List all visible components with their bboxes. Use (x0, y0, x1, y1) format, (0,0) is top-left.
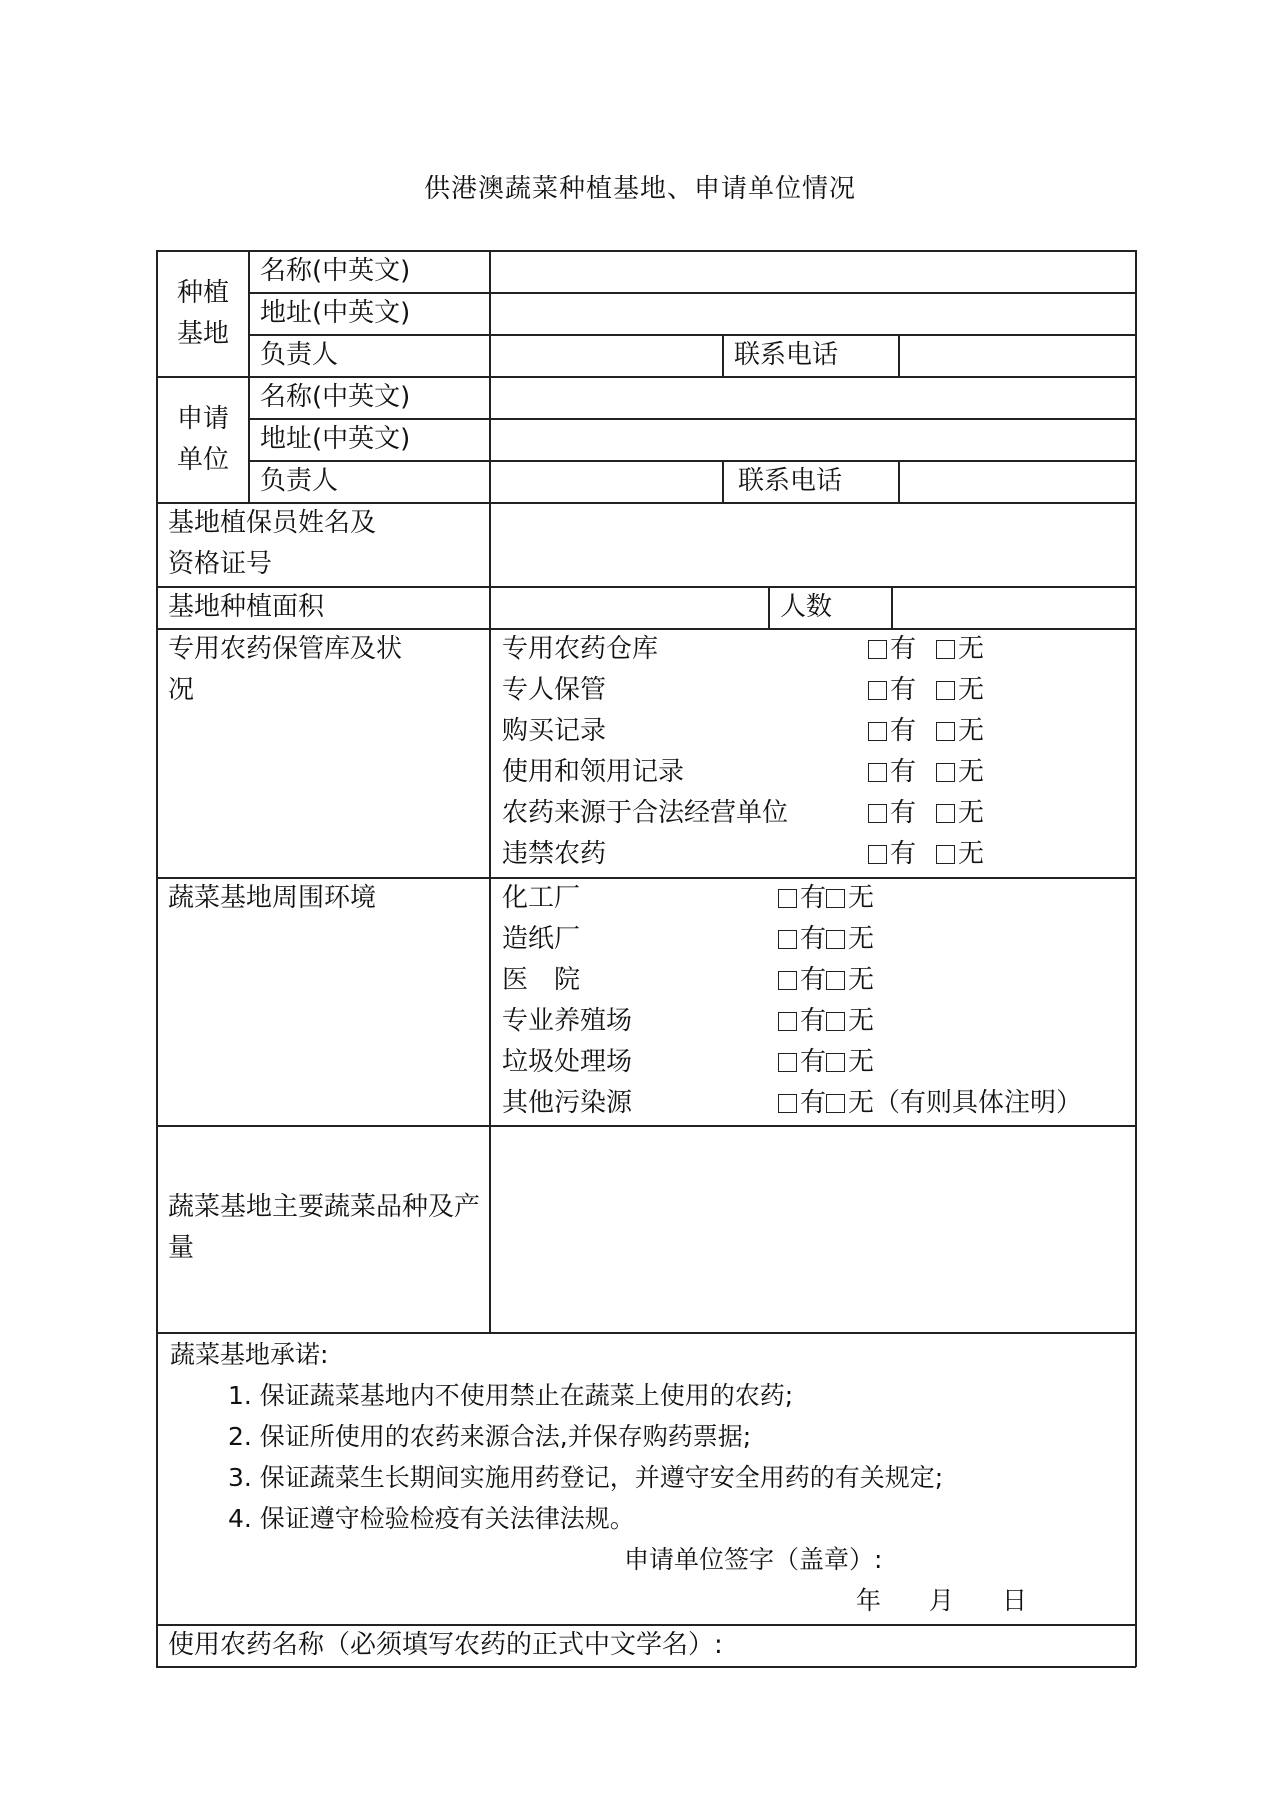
checkbox-no[interactable] (826, 1053, 845, 1072)
application-form-table (156, 250, 1136, 1667)
no-label: 无 (958, 757, 985, 787)
col-divider (248, 250, 250, 502)
no-label: 无 (958, 675, 985, 705)
yes-no-options (778, 1042, 874, 1083)
table-border-right (1135, 250, 1137, 1667)
checkbox-yes[interactable] (778, 930, 797, 949)
checkbox-yes[interactable] (778, 1053, 797, 1072)
list-item: 专用农药仓库 (502, 634, 659, 664)
base-person-field[interactable] (491, 336, 721, 376)
list-item: 造纸厂 (502, 924, 581, 954)
yes-label: 有 (890, 716, 917, 746)
yes-no-options (868, 752, 984, 793)
yes-label: 有 (800, 1088, 827, 1118)
base-person-label: 负责人 (260, 340, 339, 370)
checkbox-yes[interactable] (868, 640, 887, 659)
list-item: 化工厂 (502, 883, 581, 913)
checkbox-yes[interactable] (868, 845, 887, 864)
yes-no-options (778, 960, 874, 1001)
checkbox-no[interactable] (826, 971, 845, 990)
base-phone-field[interactable] (900, 336, 1134, 376)
applicant-person-label: 负责人 (260, 466, 339, 496)
checkbox-no[interactable] (936, 763, 955, 782)
page-title: 供港澳蔬菜种植基地、申请单位情况 (423, 174, 856, 204)
no-label: 无 (848, 883, 875, 913)
checkbox-no[interactable] (826, 930, 845, 949)
no-label: 无 (958, 716, 985, 746)
no-label: 无（有则具体注明） (848, 1088, 1083, 1118)
no-label: 无 (958, 798, 985, 828)
list-item: 违禁农药 (502, 839, 607, 869)
yes-label: 有 (800, 924, 827, 954)
applicant-name-label: 名称(中英文) (260, 382, 411, 412)
checkbox-yes[interactable] (868, 681, 887, 700)
list-item: 专人保管 (502, 675, 607, 705)
pledge-item: 4. 保证遵守检验检疫有关法律法规。 (228, 1504, 635, 1533)
no-label: 无 (958, 634, 985, 664)
applicant-phone-field[interactable] (900, 462, 1134, 502)
pesticide-storage-label: 专用农药保管库及状况 (168, 634, 403, 705)
area-label: 基地种植面积 (168, 592, 325, 622)
yes-label: 有 (890, 798, 917, 828)
list-item: 使用和领用记录 (502, 757, 685, 787)
inspector-label: 基地植保员姓名及资格证号 (168, 508, 377, 579)
pesticide-names-label: 使用农药名称（必须填写农药的正式中文学名）: (168, 1630, 723, 1660)
checkbox-yes[interactable] (778, 889, 797, 908)
base-name-field[interactable] (491, 252, 1134, 292)
checkbox-no[interactable] (936, 722, 955, 741)
base-phone-label: 联系电话 (734, 340, 839, 370)
list-item: 购买记录 (502, 716, 607, 746)
yes-no-options (868, 670, 984, 711)
checkbox-no[interactable] (826, 1012, 845, 1031)
year-label: 年 (856, 1586, 882, 1615)
yes-label: 有 (890, 675, 917, 705)
checkbox-no[interactable] (936, 681, 955, 700)
people-label: 人数 (780, 592, 833, 622)
checkbox-yes[interactable] (778, 1094, 797, 1113)
yes-no-options (778, 1001, 874, 1042)
yes-label: 有 (890, 757, 917, 787)
pledge-heading: 蔬菜基地承诺: (170, 1340, 329, 1369)
no-label: 无 (848, 1006, 875, 1036)
yes-no-options (778, 1083, 1082, 1124)
checkbox-no[interactable] (826, 889, 845, 908)
no-label: 无 (848, 1047, 875, 1077)
no-label: 无 (958, 839, 985, 869)
applicant-phone-label: 联系电话 (738, 466, 843, 496)
month-label: 月 (929, 1586, 955, 1615)
base-section-label: 种植基地 (176, 278, 229, 349)
applicant-name-field[interactable] (491, 378, 1134, 418)
yes-no-options (868, 793, 984, 834)
checkbox-yes[interactable] (868, 763, 887, 782)
varieties-label: 蔬菜基地主要蔬菜品种及产量 (168, 1192, 481, 1263)
list-item: 农药来源于合法经营单位 (502, 798, 789, 828)
list-item: 其他污染源 (502, 1088, 633, 1118)
no-label: 无 (848, 924, 875, 954)
yes-label: 有 (890, 634, 917, 664)
signature-label: 申请单位签字（盖章）: (624, 1545, 883, 1574)
checkbox-no[interactable] (936, 804, 955, 823)
base-address-field[interactable] (491, 294, 1134, 334)
yes-no-options (868, 711, 984, 752)
yes-no-options (778, 878, 874, 919)
day-label: 日 (1002, 1586, 1028, 1615)
applicant-section-label: 申请单位 (176, 404, 229, 475)
list-item: 专业养殖场 (502, 1006, 633, 1036)
environment-label: 蔬菜基地周围环境 (168, 883, 377, 913)
varieties-field[interactable] (491, 1127, 1134, 1332)
list-item: 医 院 (502, 965, 581, 995)
list-item: 垃圾处理场 (502, 1047, 633, 1077)
checkbox-yes[interactable] (868, 804, 887, 823)
signature-date (856, 1580, 1027, 1621)
applicant-address-field[interactable] (491, 420, 1134, 460)
pledge-item: 1. 保证蔬菜基地内不使用禁止在蔬菜上使用的农药; (228, 1381, 794, 1410)
base-name-label: 名称(中英文) (260, 256, 411, 286)
area-field[interactable] (491, 588, 767, 628)
people-field[interactable] (893, 588, 1134, 628)
table-border-bottom (156, 1666, 1136, 1668)
yes-no-options (868, 629, 984, 670)
col-divider (722, 460, 724, 502)
inspector-field[interactable] (491, 504, 1134, 586)
pledge-item: 2. 保证所使用的农药来源合法,并保存购药票据; (228, 1422, 752, 1451)
no-label: 无 (848, 965, 875, 995)
pledge-item: 3. 保证蔬菜生长期间实施用药登记，并遵守安全用药的有关规定; (228, 1463, 944, 1492)
applicant-person-field[interactable] (491, 462, 721, 502)
checkbox-yes[interactable] (778, 1012, 797, 1031)
checkbox-no[interactable] (936, 845, 955, 864)
applicant-address-label: 地址(中英文) (260, 424, 411, 454)
yes-label: 有 (800, 1047, 827, 1077)
table-border-left (156, 250, 158, 1667)
base-address-label: 地址(中英文) (260, 298, 411, 328)
yes-label: 有 (800, 883, 827, 913)
yes-label: 有 (800, 965, 827, 995)
col-divider (768, 586, 770, 628)
col-divider (722, 334, 724, 376)
checkbox-no[interactable] (826, 1094, 845, 1113)
yes-no-options (868, 834, 984, 875)
checkbox-no[interactable] (936, 640, 955, 659)
yes-no-options (778, 919, 874, 960)
yes-label: 有 (800, 1006, 827, 1036)
checkbox-yes[interactable] (778, 971, 797, 990)
yes-label: 有 (890, 839, 917, 869)
checkbox-yes[interactable] (868, 722, 887, 741)
